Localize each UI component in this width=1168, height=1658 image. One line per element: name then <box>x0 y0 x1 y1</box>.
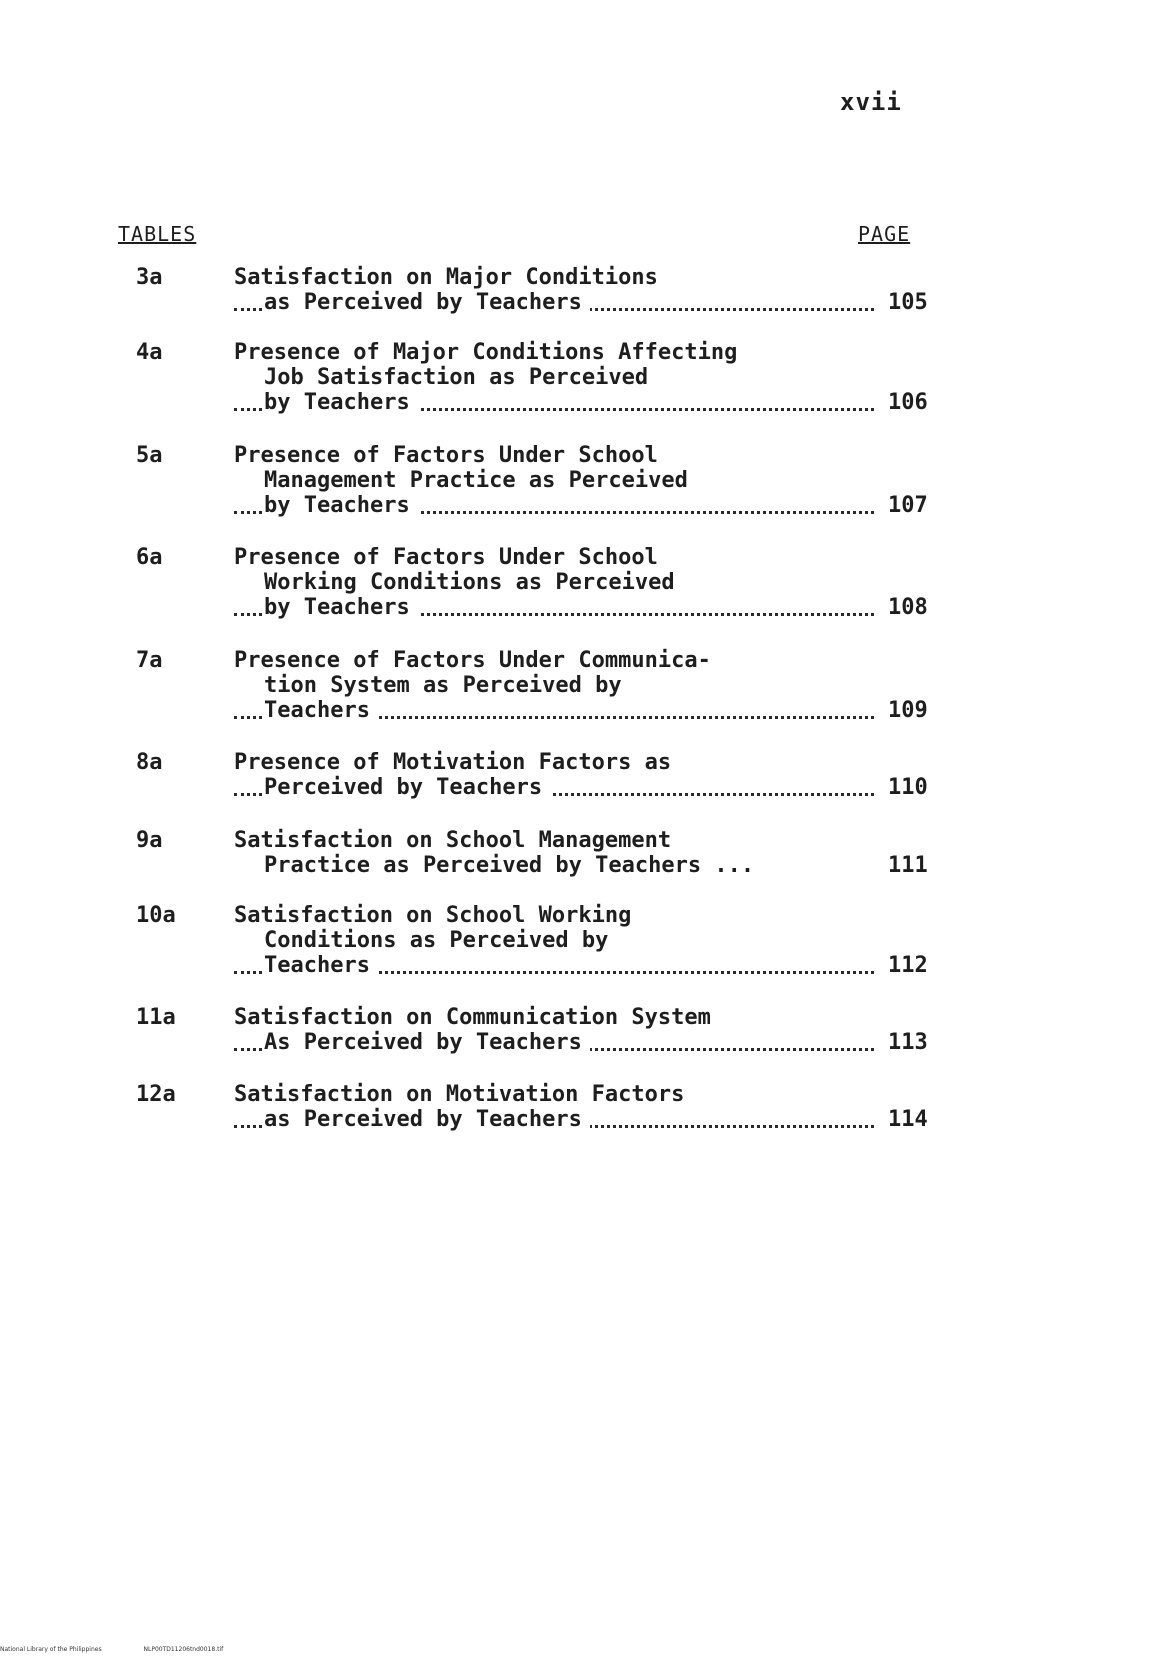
title-line: As Perceived by Teachers <box>234 1030 874 1055</box>
table-title <box>234 828 874 878</box>
table-number: 7a <box>136 648 163 673</box>
title-line: Job Satisfaction as Perceived <box>264 365 649 390</box>
title-line: Presence of Factors Under School <box>234 443 658 468</box>
table-title <box>234 443 874 518</box>
table-number: 8a <box>136 750 163 775</box>
scan-footer <box>0 1646 263 1653</box>
table-number: 10a <box>136 903 176 928</box>
table-title <box>234 340 874 415</box>
title-line: Satisfaction on Major Conditions <box>234 265 658 290</box>
title-line: by Teachers <box>234 595 874 620</box>
title-line: Practice as Perceived by Teachers ... <box>264 853 755 878</box>
page-reference: 112 <box>888 953 928 978</box>
table-number: 4a <box>136 340 163 365</box>
page-reference: 111 <box>888 853 928 878</box>
page-reference: 108 <box>888 595 928 620</box>
title-line: Working Conditions as Perceived <box>264 570 675 595</box>
library-credit: National Library of the Philippines <box>0 1646 102 1653</box>
title-line: Perceived by Teachers <box>234 775 874 800</box>
title-line: as Perceived by Teachers <box>234 1107 874 1132</box>
tables-column-header: TABLES <box>118 222 197 246</box>
table-title <box>234 903 874 978</box>
table-title <box>234 1005 874 1055</box>
table-number: 9a <box>136 828 163 853</box>
title-line: Teachers <box>234 698 874 723</box>
table-number: 12a <box>136 1082 176 1107</box>
table-title <box>234 545 874 620</box>
title-line: Presence of Major Conditions Affecting <box>234 340 738 365</box>
title-line: Presence of Motivation Factors as <box>234 750 672 775</box>
table-title <box>234 265 874 315</box>
title-line: Presence of Factors Under School <box>234 545 658 570</box>
title-line: Teachers <box>234 953 874 978</box>
table-title <box>234 1082 874 1132</box>
page-reference: 105 <box>888 290 928 315</box>
page-reference: 106 <box>888 390 928 415</box>
title-line: Satisfaction on Communication System <box>234 1005 711 1030</box>
title-line: Satisfaction on Motivation Factors <box>234 1082 685 1107</box>
table-number: 11a <box>136 1005 176 1030</box>
table-title <box>234 750 874 800</box>
scan-file-name: NLP00TD11206tnd0018.tif <box>143 1646 224 1653</box>
page-reference: 114 <box>888 1107 928 1132</box>
title-line: Satisfaction on School Working <box>234 903 632 928</box>
title-line: Management Practice as Perceived <box>264 468 688 493</box>
table-number: 3a <box>136 265 163 290</box>
table-title <box>234 648 874 723</box>
page-reference: 109 <box>888 698 928 723</box>
page-reference: 107 <box>888 493 928 518</box>
title-line: by Teachers <box>234 493 874 518</box>
table-number: 6a <box>136 545 163 570</box>
title-line: by Teachers <box>234 390 874 415</box>
title-line: Presence of Factors Under Communica- <box>234 648 711 673</box>
page-number: xvii <box>840 88 902 116</box>
page-column-header: PAGE <box>858 222 911 246</box>
title-line: Conditions as Perceived by <box>264 928 609 953</box>
title-line: tion System as Perceived by <box>264 673 622 698</box>
table-number: 5a <box>136 443 163 468</box>
page-reference: 113 <box>888 1030 928 1055</box>
page-reference: 110 <box>888 775 928 800</box>
title-line: as Perceived by Teachers <box>234 290 874 315</box>
title-line: Satisfaction on School Management <box>234 828 672 853</box>
